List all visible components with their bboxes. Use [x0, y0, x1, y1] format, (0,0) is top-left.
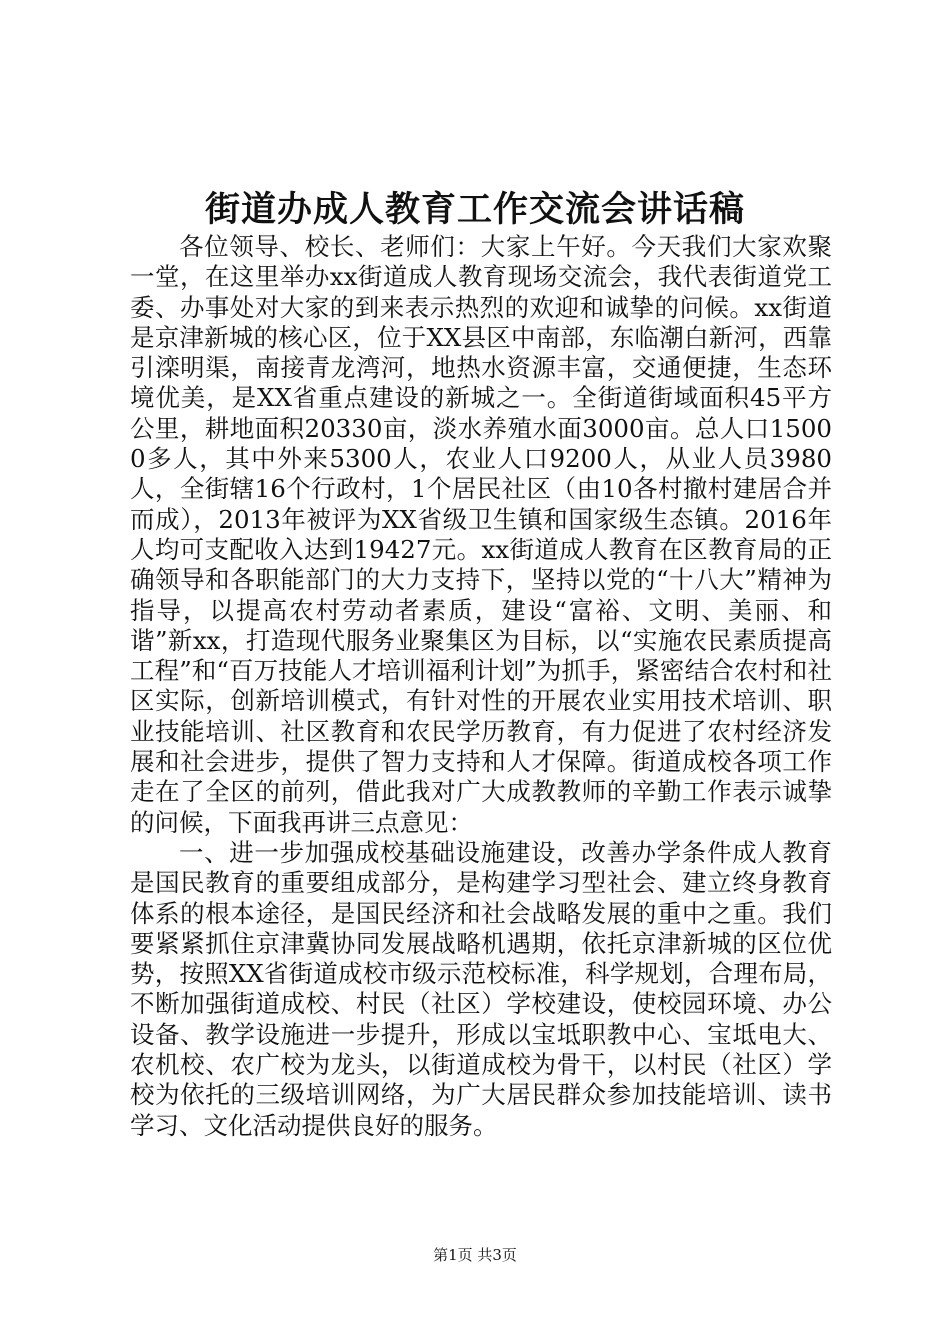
page-footer: 第1页 共3页	[433, 1246, 517, 1264]
paragraph-1: 各位领导、校长、老师们：大家上午好。今天我们大家欢聚一堂，在这里举办xx街道成人教育现场交流会，我代表街道党工委、办事处对大家的到来表示热烈的欢迎和诚挚的问候。xx街道是京津新城的核心区，位于XX县区中南部，东临潮白新河，西靠引滦明渠，南接青龙湾河，地热水资源丰富，交通便捷，生态环境优美，是XX省重点建设的新城之一。全街道街域面积45平方公里，耕地面积20330亩，淡水养殖水面3000亩。总人口15000多人，其中外来5300人，农业人口9200人，从业人员3980人，全街辖16个行政村，1个居民社区（由10各村撤村建居合并而成），2013年被评为XX省级卫生镇和国家级生态镇。2016年人均可支配收入达到19427元。xx街道成人教育在区教育局的正确领导和各职能部门的大力支持下，坚持以党的“十八大”精神为指导，以提高农村劳动者素质，建设“富裕、文明、美丽、和谐”新xx，打造现代服务业聚集区为目标，以“实施农民素质提高工程”和“百万技能人才培训福利计划”为抓手，紧密结合农村和社区实际，创新培训模式，有针对性的开展农业实用技术培训、职业技能培训、社区教育和农民学历教育，有力促进了农村经济发展和社会进步，提供了智力支持和人才保障。街道成校各项工作走在了全区的前列，借此我对广大成教教师的辛勤工作表示诚挚的问候，下面我再讲三点意见：	[130, 232, 832, 837]
document-body	[130, 232, 832, 1141]
document-title: 街道办成人教育工作交流会讲话稿	[204, 189, 745, 230]
paragraph-2: 一、进一步加强成校基础设施建设，改善办学条件成人教育是国民教育的重要组成部分，是构建学习型社会、建立终身教育体系的根本途径，是国民经济和社会战略发展的重中之重。我们要紧紧抓住京津冀协同发展战略机遇期，依托京津新城的区位优势，按照XX省街道成校市级示范校标准，科学规划，合理布局，不断加强街道成校、村民（社区）学校建设，使校园环境、办公设备、教学设施进一步提升，形成以宝坻职教中心、宝坻电大、农机校、农广校为龙头，以街道成校为骨干，以村民（社区）学校为依托的三级培训网络，为广大居民群众参加技能培训、读书学习、文化活动提供良好的服务。	[130, 837, 832, 1140]
